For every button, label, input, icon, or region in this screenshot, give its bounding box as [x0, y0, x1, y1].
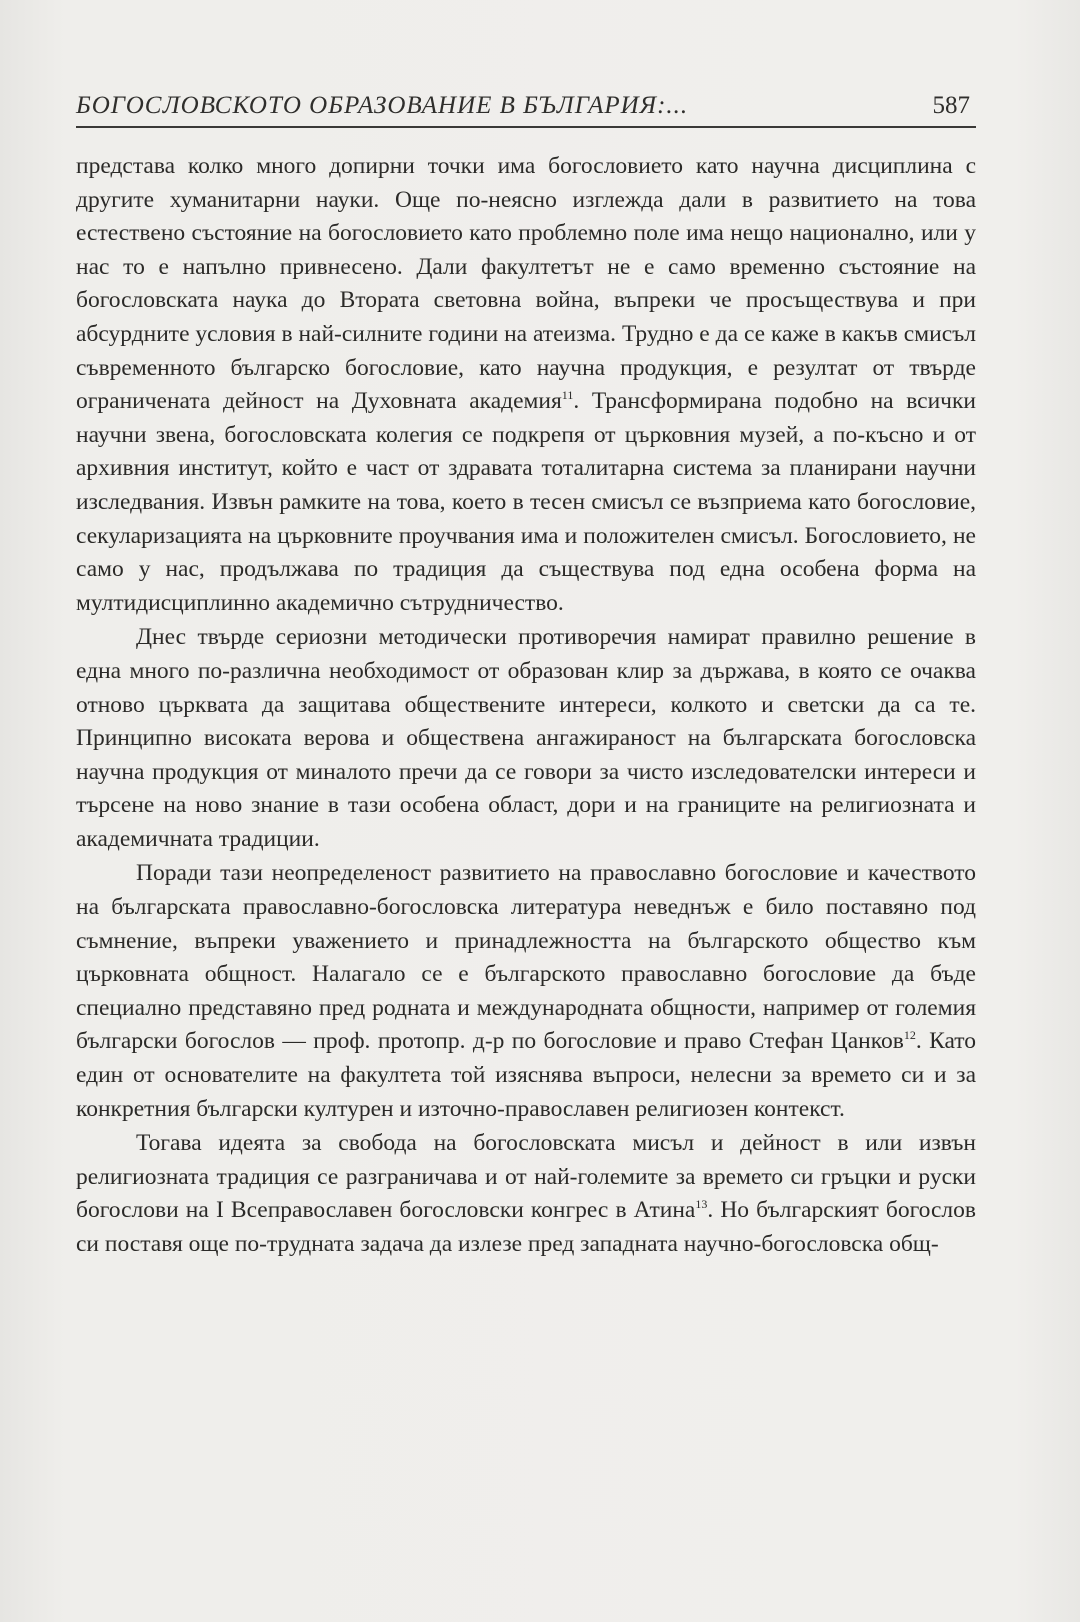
page-number: 587 — [932, 92, 970, 119]
body-text — [76, 150, 976, 1262]
text-run: Тогава идеята за свобода на богословската мисъл и дейност в или извън религиозната традиция се разграничава и от най-големите за времето си гръцки и руски богослови на I Всеправославен богословски конгрес в Атина — [76, 1130, 976, 1224]
paragraph-2 — [76, 621, 976, 856]
paragraph-3 — [76, 857, 976, 1126]
paragraph-4 — [76, 1127, 976, 1261]
text-run: . Като един от основателите на факултета той изяснява въпроси, нелесни за времето си и за конкретния български културен и източно-православен религиозен контекст. — [76, 1028, 977, 1122]
text-run: Поради тази неопределеност развитието на православно богословие и качеството на българската православно-богословска литература неведнъж е било поставяно под съмнение, въпреки уважението и принадлежността на българското общество към църковната общност. Налагало се е българското православно богословие да бъде специално представяно пред родната и международната общности, например от големия български богослов — проф. протопр. д-р по богословие и право Стефан Цанков — [76, 860, 976, 1055]
paragraph-1 — [76, 150, 976, 620]
text-run: . Трансформирана подобно на всички научни звена, богословската колегия се подкрепя от църковния музей, а по-късно и от архивния институт, който е част от здравата тоталитарна система за планирани научни изследвания. Извън рамките на това, което в тесен смисъл се възприема като богословие, секуларизацията на църковните проучвания има и положителен смисъл. Богословието, не само у нас, продължава по традиция да съществува под една особена форма на мултидисциплинно академично сътрудничество. — [76, 388, 976, 616]
text-run: . Но българският богослов си поставя още по-трудната задача да излезе пред западната научно-богословска общ- — [76, 1197, 976, 1257]
footnote-ref-13: 13 — [695, 1197, 708, 1212]
footnote-ref-12: 12 — [903, 1028, 916, 1043]
running-title: БОГОСЛОВСКОТО ОБРАЗОВАНИЕ В БЪЛГАРИЯ:... — [76, 92, 689, 119]
text-run: представа колко много допирни точки има богословието като научна дисциплина с другите хуманитарни науки. Още по-неясно изглежда дали в развитието на това естествено състояние на богословието като проблемно поле има нещо национално, или у нас то е напълно привнесено. Дали факултетът не е само временно състояние на богословската наука до Втората световна война, въпреки че просъществува и при абсурдните условия в най-силните години на атеизма. Трудно е да се каже в какъв смисъл съвременното българско богословие, като научна продукция, е резултат от твърде ограничената дейност на Духовната академия — [76, 153, 976, 415]
text-run: Днес твърде сериозни методически противоречия намират правилно решение в една много по-различна необходимост от образован клир за държава, в която се очаква отново църквата да защитава обществените интереси, колкото и светски да са те. Принципно високата верова и обществена ангажираност на българската богословска научна продукция от миналото пречи да се говори за чисто изследователски интереси и търсене на ново знание в тази особена област, дори и на границите на религиозната и академичната традиции. — [76, 624, 976, 852]
running-header — [76, 86, 976, 128]
footnote-ref-11: 11 — [561, 388, 574, 403]
